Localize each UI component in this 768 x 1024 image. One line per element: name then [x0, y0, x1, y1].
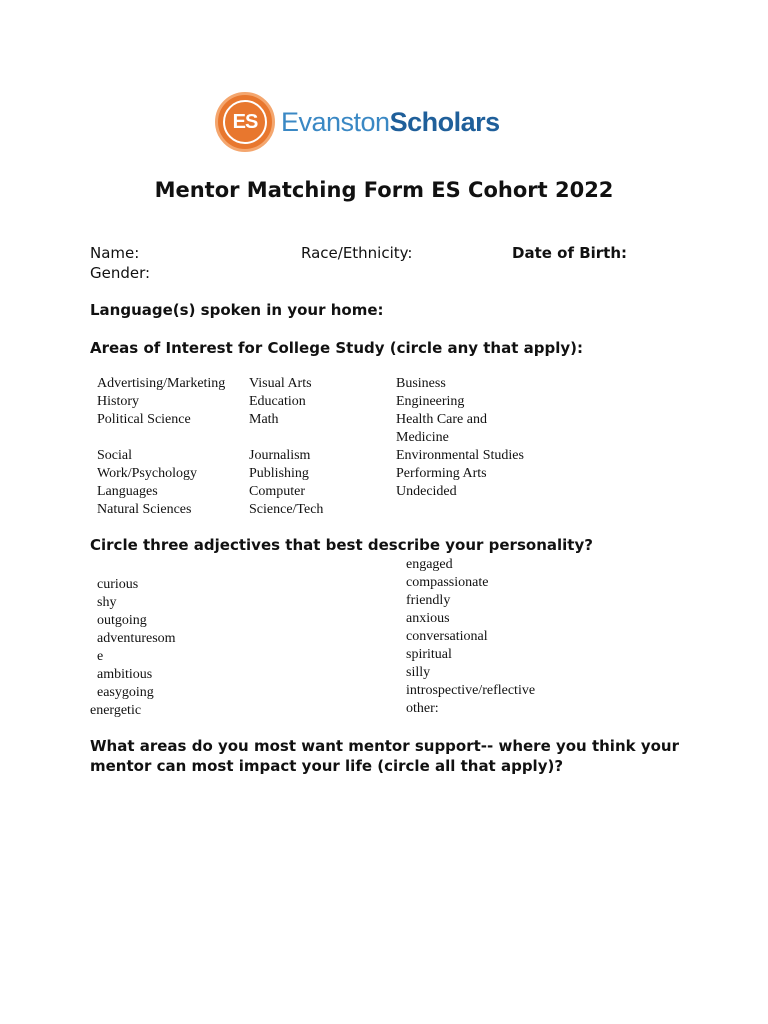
spacer	[97, 429, 225, 447]
areas-column-2	[249, 375, 323, 519]
area-option[interactable]: Natural Sciences	[97, 502, 192, 517]
gender-field-label: Gender:	[90, 264, 151, 282]
adjective-option[interactable]: easygoing	[97, 685, 154, 700]
area-option[interactable]: Medicine	[396, 430, 449, 445]
es-badge-icon	[215, 92, 275, 152]
logo-name-evanston: Evanston	[281, 106, 390, 137]
race-field-label: Race/Ethnicity:	[301, 244, 413, 262]
area-option[interactable]: Social	[97, 448, 132, 463]
language-question: Language(s) spoken in your home:	[90, 301, 384, 319]
support-question-line-1: What areas do you most want mentor support-- where you think your	[90, 737, 679, 755]
spacer	[249, 429, 323, 447]
name-field-label: Name:	[90, 244, 140, 262]
area-option[interactable]: Visual Arts	[249, 376, 312, 391]
area-option[interactable]: Engineering	[396, 394, 465, 409]
areas-column-1	[97, 375, 225, 519]
adjective-option[interactable]: friendly	[406, 593, 451, 608]
adjective-option[interactable]: e	[97, 649, 104, 664]
evanston-scholars-logo	[215, 92, 500, 152]
adjective-option[interactable]: conversational	[406, 629, 488, 644]
area-option[interactable]: Environmental Studies	[396, 448, 524, 463]
adjectives-left-column	[90, 576, 176, 720]
adjectives-right-column	[406, 556, 535, 718]
area-option[interactable]: Science/Tech	[249, 502, 324, 517]
logo-name-scholars: Scholars	[389, 106, 500, 137]
adjective-option[interactable]: anxious	[406, 611, 450, 626]
logo-badge-text: ES	[223, 100, 267, 144]
area-option[interactable]: Performing Arts	[396, 466, 487, 481]
dob-field-label: Date of Birth:	[512, 244, 628, 262]
adjective-option[interactable]: adventuresom	[97, 631, 176, 646]
area-option[interactable]: Journalism	[249, 448, 311, 463]
area-option[interactable]: Political Science	[97, 412, 191, 427]
area-option[interactable]: History	[97, 394, 139, 409]
adjectives-question: Circle three adjectives that best describe your personality?	[90, 536, 593, 554]
area-option[interactable]: Work/Psychology	[97, 466, 197, 481]
area-option[interactable]: Languages	[97, 484, 158, 499]
area-option[interactable]: Advertising/Marketing	[97, 376, 226, 391]
support-question-line-2: mentor can most impact your life (circle all that apply)?	[90, 757, 564, 775]
areas-question: Areas of Interest for College Study (circle any that apply):	[90, 339, 583, 357]
area-option[interactable]: Undecided	[396, 484, 457, 499]
adjective-option[interactable]: silly	[406, 665, 431, 680]
area-option[interactable]: Health Care and	[396, 412, 487, 427]
area-option[interactable]: Publishing	[249, 466, 309, 481]
logo-wordmark	[281, 107, 500, 138]
adjective-option[interactable]: compassionate	[406, 575, 489, 590]
adjective-option[interactable]: shy	[97, 595, 117, 610]
area-option[interactable]: Business	[396, 376, 446, 391]
adjective-option[interactable]: other:	[406, 701, 439, 716]
adjective-option[interactable]: spiritual	[406, 647, 452, 662]
adjective-option[interactable]: introspective/reflective	[406, 683, 536, 698]
adjective-option[interactable]: engaged	[406, 557, 453, 572]
area-option[interactable]: Computer	[249, 484, 305, 499]
adjective-option[interactable]: curious	[97, 577, 139, 592]
areas-column-3	[396, 375, 524, 501]
area-option[interactable]: Math	[249, 412, 279, 427]
adjective-option[interactable]: outgoing	[97, 613, 147, 628]
adjective-option[interactable]: energetic	[90, 703, 142, 718]
form-title: Mentor Matching Form ES Cohort 2022	[154, 178, 614, 202]
adjective-option[interactable]: ambitious	[97, 667, 153, 682]
area-option[interactable]: Education	[249, 394, 306, 409]
